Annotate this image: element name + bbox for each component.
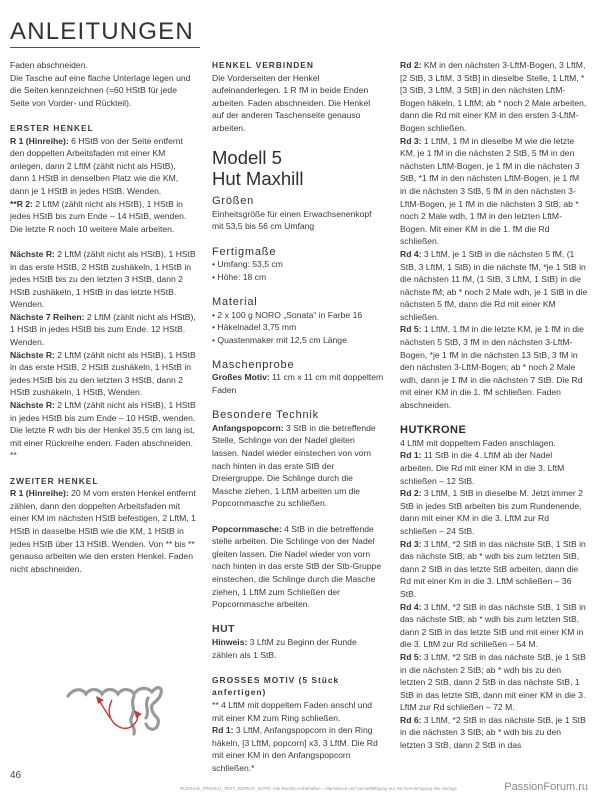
erster-r2-note: Die letzte R noch 10 weitere Male arbeiten. bbox=[10, 223, 175, 234]
motiv-rd1 bbox=[212, 724, 384, 774]
material-item: • Quastenmaker mit 12,5 cm Länge bbox=[212, 334, 384, 347]
motiv-rd2 bbox=[400, 59, 588, 135]
krone-rd1-text: 11 StB in die 4. LftM ab der Nadel arbeiten. Die Rd mit einer KM in die 3. LftM schließen – 12 StB. bbox=[400, 450, 565, 486]
anfangspopcorn-label: Anfangspopcorn: bbox=[212, 422, 284, 433]
header-rule bbox=[10, 47, 200, 48]
krone-rd6 bbox=[400, 714, 588, 752]
next-7-rows-label: Nächste 7 Reihen: bbox=[10, 311, 85, 322]
next-row-2 bbox=[10, 349, 196, 399]
erster-r2-text: 2 LftM (zählt nicht als HStB), 1 HStB in jedes HStB bis zum Ende – 14 HStB, wenden. bbox=[10, 198, 187, 222]
motiv-rd5-text: 1 LftM, 1 fM in die letzte KM, je 1 fM in die nächsten 5 StB, 3 fM in den nächsten 3-LftM-Bogen, *je 1 fM in die nächsten 13 StB, 3 fM in den nächsten 3-LftM-Bogen; ab * noch 2 Male wdh, dann je 1 fM in die nächsten 7 StB. Die Rd mit einer KM in die 1. fM schließen. Faden abschneiden. bbox=[400, 324, 584, 411]
model-title-line2: Hut Maxhill bbox=[212, 168, 304, 190]
zweiter-r1 bbox=[10, 487, 196, 575]
verbinden-text: Die Vorderseiten der Henkel aufeinanderlegen. 1 R fM in beide Enden arbeiten. Faden abschneiden. Die Henkel auf der anderen Taschenseite genauso arbeiten. bbox=[212, 72, 371, 133]
krone-rd2-text: 3 LftM, 1 StB in dieselbe M. Jetzt immer 2 StB in jedes StB arbeiten bis zum Rundenende, dann mit einer KM in die 3. LftM zur Rd schließen – 24 StB. bbox=[400, 488, 583, 536]
krone-rd4-text: 3 LftM, *2 StB in das nächste StB, 1 StB in das nächste StB; ab * wdh bis zum letzten StB, dann 2 StB in das letzte StB und mit einer KM in die 3. LftM zur Rd schließen – 54 M. bbox=[400, 601, 586, 650]
section-besondere-technik: Besondere Technik bbox=[212, 409, 319, 422]
krone-rd5-text: 3 LftM, *2 StB in das nächste StB, je 1 StB in die nächsten 2 StB; ab * wdh bis zu den letzten 2 StB, dann 2 StB in das nächste StB, 1 StB in das letzte StB, dann mit einer KM in die 3. LftM zur Rd schließen – 72 M. bbox=[400, 651, 586, 713]
krone-rd6-label: Rd 6: bbox=[400, 714, 422, 725]
page-header-title: ANLEITUNGEN bbox=[10, 18, 194, 45]
section-groessen: Größen bbox=[212, 195, 255, 208]
next-row-1 bbox=[10, 248, 196, 311]
motiv-rd4 bbox=[400, 248, 588, 324]
next-7-rows-text: 2 LftM (zählt nicht als HStB), 1 HStB in jedes HStB bis zum Ende. 12 HStB. Wenden. bbox=[10, 311, 196, 348]
fertigmasse-item: • Umfang: 53,5 cm bbox=[212, 258, 384, 271]
krone-rd3-label: Rd 3: bbox=[400, 538, 422, 549]
next-row-1-text: 2 LftM (zählt nicht als HStB), 1 HStB in das erste HStB, 2 HStB zushäkeln, 1 HStB in jedes HStB bis zu den letzten 3 HStB, dann 2 HStB zushäkeln, 1 HStB in das letzte HStB. Wenden. bbox=[10, 248, 196, 310]
krone-rd2-label: Rd 2: bbox=[400, 488, 422, 499]
hinweis-label: Hinweis: bbox=[212, 636, 248, 647]
motiv-rd2-text: KM in den nächsten 3-LftM-Bogen, 3 LftM, [2 StB, 3 LftM, 3 StB] in dieselbe Stelle, 1 LftM, *[3 StB, 3 LftM, 3 StB] in den nächsten LftM-Bogen häkeln, 1 LftM; ab * noch 2 Male arbeiten, dann die Rd mit einer KM in den ersten 3-LftM-Bogen schließen. bbox=[400, 60, 587, 133]
next-row-3-label: Nächste R: bbox=[10, 400, 55, 411]
krone-rd5 bbox=[400, 651, 588, 714]
motiv-rd2-label: Rd 2: bbox=[400, 60, 422, 70]
motiv-rd3-label: Rd 3: bbox=[400, 135, 422, 146]
krone-rd3-text: 3 LftM, *2 StB in das nächste StB, 1 StB in das nächste StB; ab * wdh bis zum letzten StB, dann 2 StB in das letzte StB arbeiten, dann die Rd mit einer Km in die 3. LftM schließen – 36 StB. bbox=[400, 538, 586, 599]
section-henkel-verbinden: HENKEL VERBINDEN bbox=[212, 60, 314, 70]
motiv-rd5-label: Rd 5: bbox=[400, 324, 422, 335]
section-hut: HUT bbox=[212, 623, 236, 636]
maschenprobe-text bbox=[212, 371, 384, 396]
krone-rd6-text: 3 LftM, *2 StB in das nächste StB, je 1 StB in die nächsten 3 StB; ab * wdh bis zu den letzten 3 StB, dann 2 StB in das bbox=[400, 714, 586, 751]
material-item: • Häkelnadel 3,75 mm bbox=[212, 321, 384, 334]
krone-rd1-label: Rd 1: bbox=[400, 450, 422, 461]
erster-r2-label: **R 2: bbox=[10, 198, 33, 209]
intro-text: Faden abschneiden. Die Tasche auf eine flache Unterlage legen und die Seiten kennzeichnen (=60 HStB für jede Seite von Vorder- und Rückteil). bbox=[10, 60, 191, 108]
motiv-rd5 bbox=[400, 323, 588, 411]
krone-rd1 bbox=[400, 449, 588, 487]
krone-text: 4 LftM mit doppeltem Faden anschlagen. bbox=[400, 437, 556, 448]
maschenprobe-value: 11 cm x 11 cm mit doppeltem Faden bbox=[212, 372, 384, 396]
krone-rd4 bbox=[400, 601, 588, 651]
krone-rd3 bbox=[400, 538, 588, 601]
footer-fineprint: RUSSIAN_FRENCH_TEXT_REPEAT_NOTE: Alle Rechte vorbehalten – Nachdruck und Vervielfältigung nur mit Genehmigung des Verlags bbox=[180, 786, 457, 791]
maschenprobe-label: Großes Motiv: bbox=[212, 372, 270, 383]
krone-rd2 bbox=[400, 487, 588, 537]
anfangspopcorn-body: 3 StB in die betreffende Stelle, Schlinge von der Nadel gleiten lassen. Nadel wieder einstechen von vorn nach hinten in das erste StB der Dreiergruppe. Die Schlinge durch die Masche ziehen, 1 LftM arbeiten um die Popcornmasche zu schließen. bbox=[212, 422, 376, 509]
section-maschenprobe: Maschenprobe bbox=[212, 358, 295, 371]
fertigmasse-item: • Höhe: 18 cm bbox=[212, 271, 384, 284]
column-left bbox=[10, 59, 196, 588]
popcornmasche-text bbox=[212, 523, 384, 611]
last-note: Die letzte R wdh bis der Henkel 35,5 cm lang ist, mit einer Rückreihe enden. Faden abschneiden. ** bbox=[10, 425, 195, 461]
hinweis-text bbox=[212, 636, 384, 661]
fertigmasse-list bbox=[212, 258, 384, 283]
motiv-rd4-label: Rd 4: bbox=[400, 248, 422, 259]
erster-r1-label: R 1 (Hinreihe): bbox=[10, 135, 69, 146]
popcornmasche-body: 4 StB in die betreffende stelle arbeiten. Die Schlinge von der Nadel gleiten lassen. Die Nadel wieder von vorn nach hinten in das erste StB der Stb-Gruppe einstechen, die Schlinge durch die Masche ziehen, 1 LftM zum Schließen der Popcornmasche arbeiten. bbox=[212, 523, 382, 610]
section-hutkrone: HUTKRONE bbox=[400, 424, 467, 437]
erster-r1-text: 6 HStB von der Seite entfernt den doppelten Arbeitsfaden mit einer KM anlegen, dann 2 LftM (zählt nicht als HStB), dann 1 HStB in denselben Platz wie die KM, dann je 1 HStB in jedes HStB. Wenden. bbox=[10, 135, 183, 196]
model-title-line1: Modell 5 bbox=[212, 147, 282, 169]
motiv-rd4-text: 3 LftM, je 1 StB in die nächsten 5 fM, (1 StB, 3 LftM, 1 StB) in die nächste fM, *je 1 StB in die nächsten 11 fM, (1 StB, 3 LftM, 1 StB) in die nächste fM; ab * noch 2 Male wdh, je 1 StB in die nächsten 5 fM, dann die Rd mit einer KM schließen. bbox=[400, 248, 588, 322]
erster-r1 bbox=[10, 135, 196, 198]
page-number: 46 bbox=[10, 770, 22, 781]
next-row-1-label: Nächste R: bbox=[10, 248, 55, 259]
motiv-rd1-label: Rd 1: bbox=[212, 725, 234, 736]
next-row-2-text: 2 LftM (zählt nicht als HStB), 1 HStB in das erste HStB, 2 HStB zushäkeln, 1 HStB in jedes HStB bis zu den letzten 3 HStB, dann 2 HStB zushäkeln, 1 HStB, Wenden. bbox=[10, 349, 196, 398]
watermark: PassionForum.ru bbox=[504, 781, 588, 793]
motiv-rd3 bbox=[400, 135, 588, 248]
section-material: Material bbox=[212, 295, 258, 308]
model-title bbox=[212, 147, 384, 189]
hinweis-body: 3 LftM zu Beginn der Runde zählen als 1 StB. bbox=[212, 636, 357, 660]
krone-rd4-label: Rd 4: bbox=[400, 601, 422, 612]
section-erster-henkel: ERSTER HENKEL bbox=[10, 122, 94, 133]
section-grosses-motiv: GROSSES MOTIV (5 Stück anfertigen) bbox=[212, 674, 340, 698]
next-row-3 bbox=[10, 399, 196, 424]
next-row-3-text: 2 LftM (zählt nicht als HStB), 1 HStB in jedes HStB bis zum Ende – 10 HStB, wenden. bbox=[10, 400, 196, 423]
motiv-text: ** 4 LftM mit doppeltem Faden anschl und mit einer KM zum Ring schließen. bbox=[212, 699, 373, 723]
crochet-diagram-illustration bbox=[60, 658, 180, 738]
section-zweiter-henkel: ZWEITER HENKEL bbox=[10, 475, 99, 486]
motiv-rd1-text: 3 LftM, Anfangspopcorn in den Ring häkeln, [3 LftM, popcorn] x3, 3 LftM. Die Rd mit einer KM in den Anfangspopcorn schließen.* bbox=[212, 725, 378, 773]
next-7-rows bbox=[10, 311, 196, 349]
column-right bbox=[400, 59, 588, 752]
groessen-text: Einheitsgröße für einen Erwachsenenkopf mit 53,5 bis 56 cm Umfang bbox=[212, 208, 372, 232]
popcornmasche-label: Popcornmasche: bbox=[212, 523, 282, 534]
erster-r2 bbox=[10, 198, 196, 223]
anfangspopcorn-text bbox=[212, 422, 384, 510]
zweiter-r1-label: R 1 (Hinreihe): bbox=[10, 488, 69, 499]
zweiter-r1-text: 20 M vom ersten Henkel entfernt zählen, dann den doppelten Arbeitsfaden mit einer KM im nächsten HStB befestigen, 2 LftM, 1 HStB in dasselbe HStB wie die KM, 1 HStB in jedes HStB über 13 HStB. Wenden. Von ** bis ** genauso arbeiten wie den ersten Henkel. Faden nicht abschneiden. bbox=[10, 488, 196, 574]
krone-rd5-label: Rd 5: bbox=[400, 651, 422, 662]
motiv-rd3-text: 1 LftM, 1 fM in dieselbe M wie die letzte KM, je 1 fM in die nächsten 2 StB, 5 fM in den nächsten LftM-Bogen, je 1 fM in die nächsten 3 StB, *1 fM in den nächsten LftM-Bogen, je 1 fM in die nächsten 3 StB, 5 fM in den nächsten 3-LftM-Bogen, je 1 fM in die nächsten 3 StB; ab * noch 2 Male wdh, 1 fM in den letzten LftM-Bogen. Mit einer KM in die 1. fM die Rd schließen. bbox=[400, 135, 580, 247]
next-row-2-label: Nächste R: bbox=[10, 349, 55, 360]
column-middle bbox=[212, 59, 384, 774]
section-fertigmasse: Fertigmaße bbox=[212, 245, 277, 258]
material-list bbox=[212, 309, 384, 347]
material-item: • 2 x 100 g NORO „Sonata“ in Farbe 16 bbox=[212, 309, 384, 322]
